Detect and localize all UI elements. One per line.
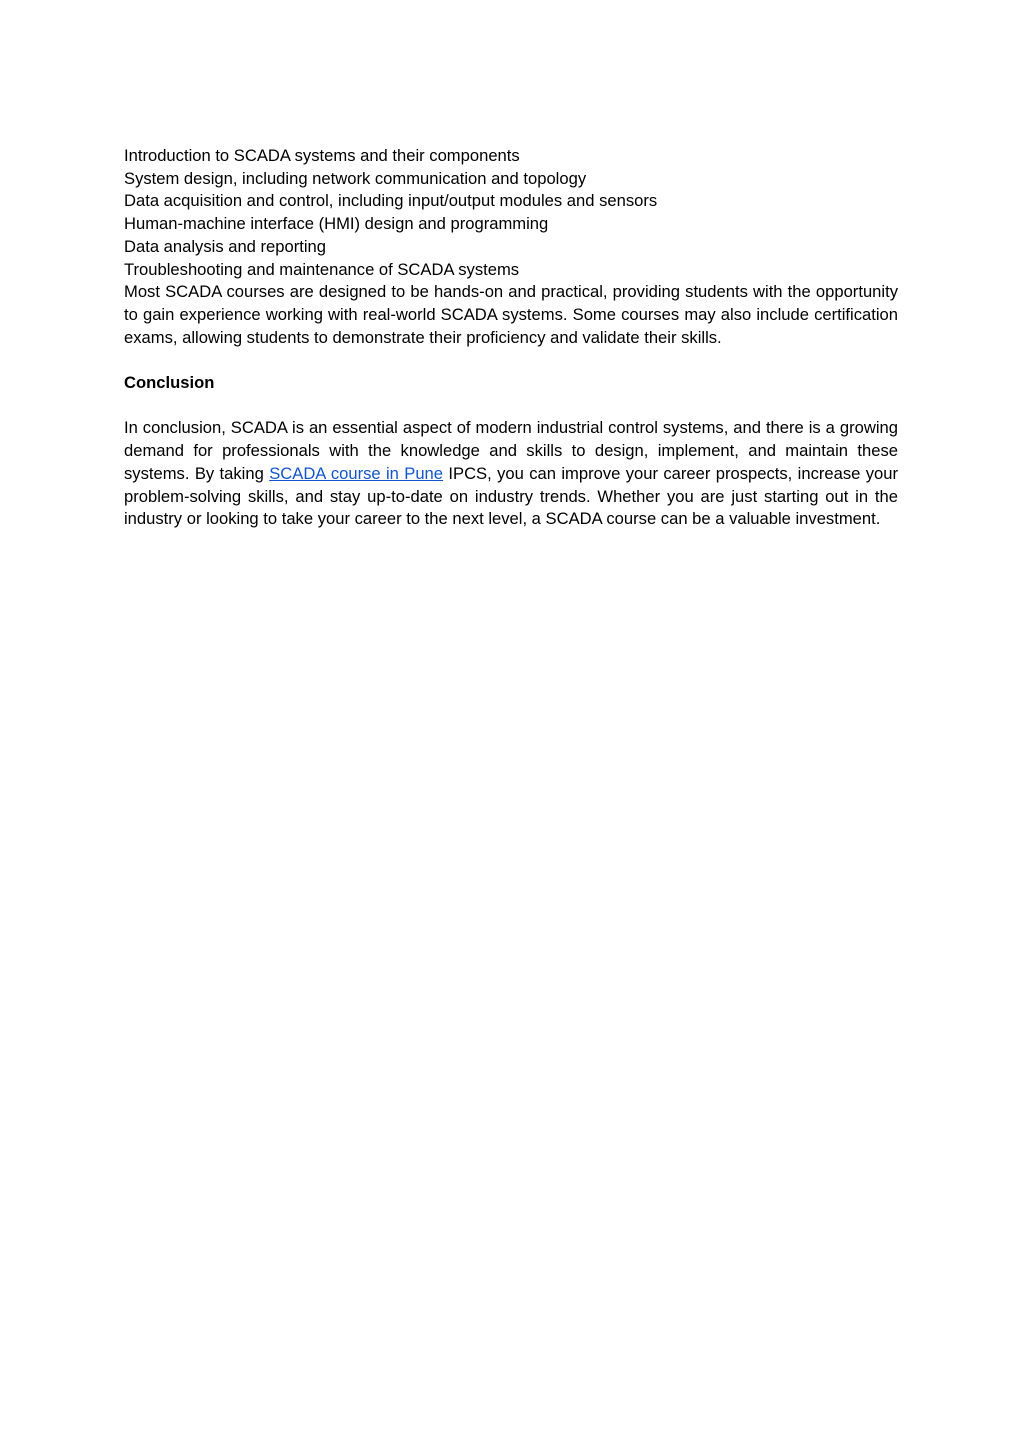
list-item: Troubleshooting and maintenance of SCADA systems bbox=[124, 259, 520, 279]
spacer bbox=[124, 395, 898, 418]
courses-paragraph: Most SCADA courses are designed to be hands-on and practical, providing students with the opportunity to gain experience working with real-world SCADA systems. Some courses may also include certification exams, allowing students to demonstrate their proficiency and validate their skills. bbox=[124, 282, 898, 347]
list-item: System design, including network communication and topology bbox=[124, 168, 587, 188]
scada-course-link[interactable]: SCADA course in Pune bbox=[269, 463, 444, 483]
topic-list bbox=[124, 145, 898, 281]
conclusion-paragraph bbox=[124, 417, 898, 531]
conclusion-heading: Conclusion bbox=[124, 373, 215, 393]
document-page bbox=[124, 145, 898, 531]
conclusion-text-start: In conclusion, SCADA is an essential aspect of modern industrial control systems, and there is a growing demand for professionals with the knowledge and skills to design, implement, and maintain these systems. By taking bbox=[124, 418, 898, 483]
list-item: Introduction to SCADA systems and their components bbox=[124, 146, 520, 165]
list-item: Data analysis and reporting bbox=[124, 236, 327, 256]
conclusion-text-end: IPCS, you can improve your career prospects, increase your problem-solving skills, and stay up-to-date on industry trends. Whether you are just starting out in the industry or looking to take your career to the next level, a SCADA course can be a valuable investment. bbox=[124, 463, 899, 529]
list-item: Data acquisition and control, including input/output modules and sensors bbox=[124, 191, 658, 211]
list-item: Human-machine interface (HMI) design and programming bbox=[124, 214, 549, 234]
spacer bbox=[124, 349, 898, 372]
